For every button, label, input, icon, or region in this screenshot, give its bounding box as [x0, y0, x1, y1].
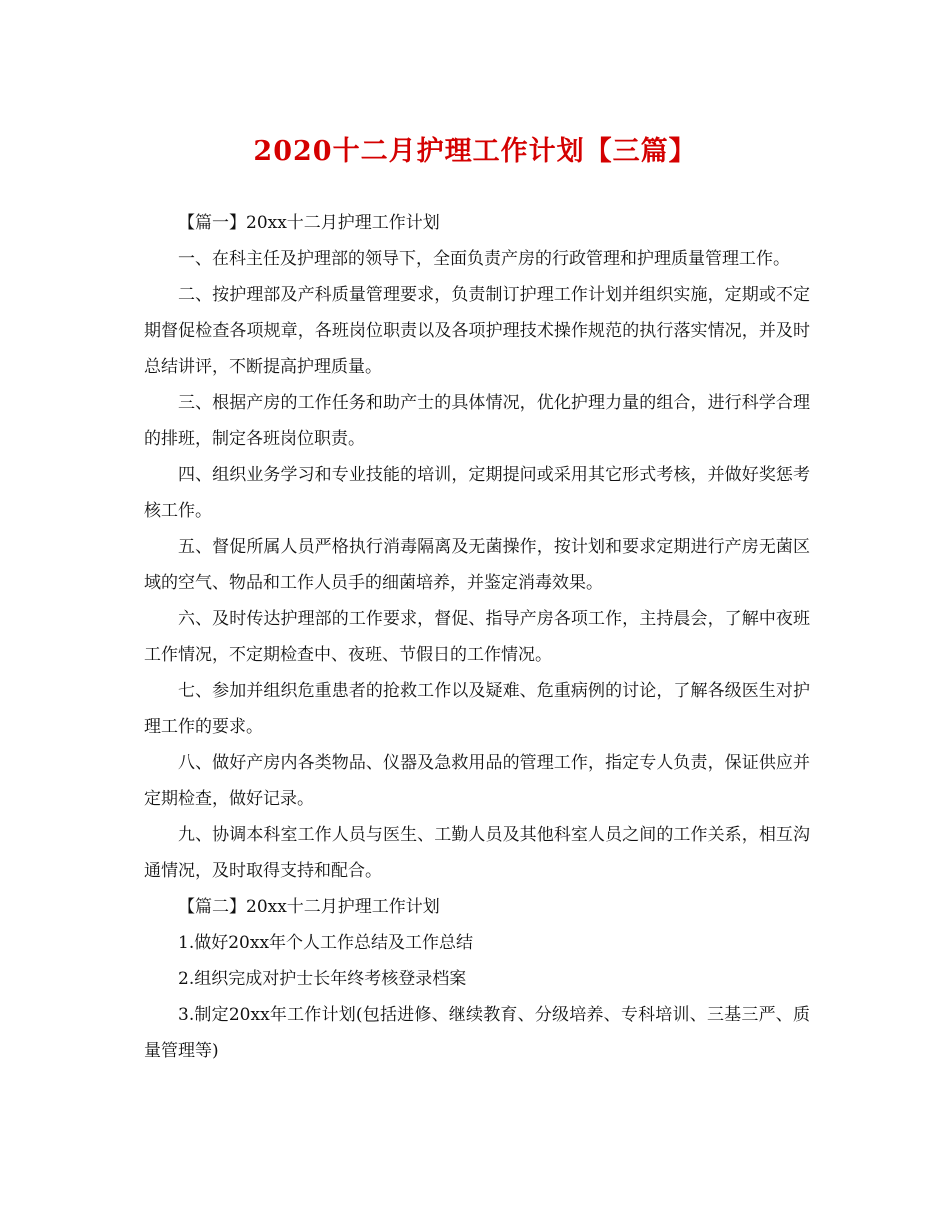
- paragraph-item-2: 二、按护理部及产科质量管理要求，负责制订护理工作计划并组织实施，定期或不定期督促检查各项规章，各班岗位职责以及各项护理技术操作规范的执行落实情况，并及时总结讲评，不断提高护理质量。: [144, 285, 810, 377]
- paragraph-section-2-heading: 【篇二】20xx十二月护理工作计划: [178, 897, 440, 917]
- paragraph-item-6: 六、及时传达护理部的工作要求，督促、指导产房各项工作，主持晨会，了解中夜班工作情况，不定期检查中、夜班、节假日的工作情况。: [144, 609, 810, 665]
- paragraph-item-1: 一、在科主任及护理部的领导下，全面负责产房的行政管理和护理质量管理工作。: [178, 249, 790, 269]
- paragraph-list-item-3: 3.制定20xx年工作计划(包括进修、继续教育、分级培养、专科培训、三基三严、质量管理等): [144, 1005, 810, 1061]
- paragraph-item-4: 四、组织业务学习和专业技能的培训，定期提问或采用其它形式考核，并做好奖惩考核工作。: [144, 465, 810, 521]
- paragraph-section-1-heading: 【篇一】20xx十二月护理工作计划: [178, 213, 440, 233]
- document-body: [144, 205, 810, 1069]
- document-title: 2020十二月护理工作计划【三篇】: [253, 136, 697, 167]
- paragraph-item-8: 八、做好产房内各类物品、仪器及急救用品的管理工作，指定专人负责，保证供应并定期检查，做好记录。: [144, 753, 810, 809]
- paragraph-item-3: 三、根据产房的工作任务和助产士的具体情况，优化护理力量的组合，进行科学合理的排班，制定各班岗位职责。: [144, 393, 810, 449]
- paragraph-list-item-2: 2.组织完成对护士长年终考核登录档案: [178, 969, 467, 989]
- paragraph-item-5: 五、督促所属人员严格执行消毒隔离及无菌操作，按计划和要求定期进行产房无菌区域的空气、物品和工作人员手的细菌培养，并鉴定消毒效果。: [144, 537, 810, 593]
- paragraph-item-7: 七、参加并组织危重患者的抢救工作以及疑难、危重病例的讨论，了解各级医生对护理工作的要求。: [144, 681, 810, 737]
- paragraph-list-item-1: 1.做好20xx年个人工作总结及工作总结: [178, 933, 474, 953]
- paragraph-item-9: 九、协调本科室工作人员与医生、工勤人员及其他科室人员之间的工作关系，相互沟通情况，及时取得支持和配合。: [144, 825, 810, 881]
